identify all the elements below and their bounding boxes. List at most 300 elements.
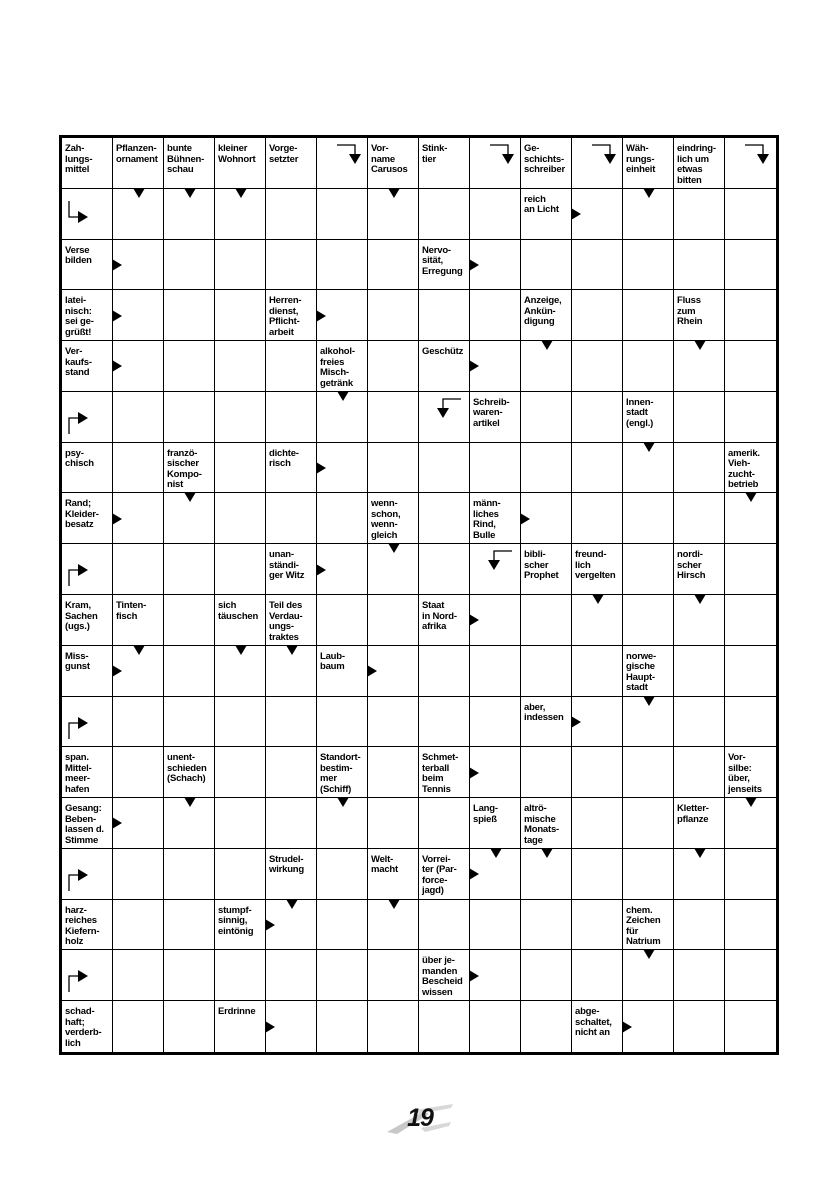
clue-cell	[521, 138, 572, 189]
answer-cell[interactable]	[674, 697, 725, 748]
answer-cell[interactable]	[572, 392, 623, 443]
answer-cell[interactable]	[419, 697, 470, 748]
answer-cell[interactable]	[674, 240, 725, 291]
clue-cell	[62, 798, 113, 849]
arrow-down-right-icon	[65, 199, 95, 229]
clue-cell	[62, 900, 113, 951]
clue-text: amerik. Vieh- zucht- betrieb	[728, 447, 760, 491]
clue-text: Standort- bestim- mer (Schiff)	[320, 752, 361, 795]
clue-text: Kram, Sachen (ugs.)	[65, 600, 98, 632]
clue-text: über je- manden Bescheid wissen	[422, 955, 463, 998]
arrow-right-icon	[112, 665, 122, 677]
arrow-down-icon	[745, 797, 757, 807]
clue-text: Schreib- waren- artikel	[473, 396, 510, 429]
answer-cell[interactable]	[572, 493, 623, 544]
clue-cell	[419, 747, 470, 798]
clue-text: bibli- scher Prophet	[524, 549, 559, 582]
arrow-up-right-icon	[65, 863, 95, 893]
answer-cell[interactable]	[215, 697, 266, 748]
clue-cell	[419, 240, 470, 291]
answer-cell[interactable]	[164, 1001, 215, 1052]
clue-text: Lang- spieß	[473, 803, 498, 825]
answer-cell[interactable]	[266, 493, 317, 544]
arrow-down-icon	[235, 645, 247, 655]
clue-cell	[419, 950, 470, 1001]
clue-text: schad- haft; verderb- lich	[65, 1006, 102, 1049]
answer-cell[interactable]	[623, 798, 674, 849]
answer-cell[interactable]	[368, 240, 419, 291]
answer-cell[interactable]	[572, 341, 623, 392]
clue-text: Ver- kaufs- stand	[65, 346, 92, 379]
clue-text: harz- reiches Kiefern- holz	[65, 904, 100, 948]
clue-text: Teil des Verdau- ungs- traktes	[269, 600, 303, 643]
answer-cell[interactable]	[419, 544, 470, 595]
answer-cell[interactable]	[521, 950, 572, 1001]
answer-cell[interactable]	[164, 341, 215, 392]
answer-cell[interactable]	[674, 747, 725, 798]
clue-text: freund- lich vergelten	[575, 549, 616, 582]
arrow-down-icon	[592, 594, 604, 604]
answer-cell[interactable]	[215, 392, 266, 443]
clue-text: norwe- gische Haupt- stadt	[626, 650, 656, 694]
clue-cell	[215, 595, 266, 646]
answer-cell[interactable]	[674, 900, 725, 951]
clue-cell	[521, 798, 572, 849]
clue-text: Herren- dienst, Pflicht- arbeit	[269, 295, 302, 338]
answer-cell[interactable]	[674, 443, 725, 494]
answer-cell[interactable]	[317, 697, 368, 748]
answer-cell[interactable]	[419, 1001, 470, 1052]
answer-cell[interactable]	[317, 950, 368, 1001]
clue-cell	[419, 849, 470, 900]
crossword-grid	[59, 135, 779, 1055]
clue-cell	[62, 138, 113, 189]
answer-cell[interactable]	[623, 849, 674, 900]
clue-text: eindring- lich um etwas bitten	[677, 143, 716, 186]
clue-text: Zah- lungs- mittel	[65, 143, 93, 175]
answer-cell[interactable]	[368, 798, 419, 849]
answer-cell[interactable]	[572, 950, 623, 1001]
answer-cell[interactable]	[674, 646, 725, 697]
arrow-left-down-icon	[484, 547, 514, 577]
arrow-cell	[62, 849, 113, 900]
clue-cell	[317, 341, 368, 392]
answer-cell[interactable]	[470, 697, 521, 748]
answer-cell[interactable]	[419, 900, 470, 951]
arrow-down-icon	[184, 188, 196, 198]
answer-cell[interactable]	[572, 443, 623, 494]
arrow-right-icon	[571, 208, 581, 220]
answer-cell[interactable]	[572, 747, 623, 798]
answer-cell[interactable]	[164, 697, 215, 748]
answer-cell[interactable]	[317, 1001, 368, 1052]
answer-cell[interactable]	[572, 646, 623, 697]
answer-cell[interactable]	[725, 392, 776, 443]
clue-cell	[419, 595, 470, 646]
clue-cell	[266, 595, 317, 646]
answer-cell[interactable]	[725, 341, 776, 392]
arrow-right-icon	[316, 310, 326, 322]
answer-cell[interactable]	[113, 392, 164, 443]
answer-cell[interactable]	[674, 392, 725, 443]
answer-cell[interactable]	[113, 950, 164, 1001]
arrow-right-down-icon	[335, 141, 365, 171]
answer-cell[interactable]	[215, 341, 266, 392]
answer-cell[interactable]	[164, 290, 215, 341]
clue-text: span. Mittel- meer- hafen	[65, 752, 92, 795]
answer-cell[interactable]	[521, 443, 572, 494]
arrow-right-down-icon	[743, 141, 773, 171]
answer-cell[interactable]	[623, 544, 674, 595]
arrow-down-icon	[694, 848, 706, 858]
clue-cell	[164, 443, 215, 494]
arrow-down-icon	[541, 340, 553, 350]
arrow-up-right-icon	[65, 964, 95, 994]
clue-text: Miss- gunst	[65, 650, 90, 673]
clue-text: Rand; Kleider- besatz	[65, 498, 99, 531]
clue-cell	[725, 747, 776, 798]
answer-cell[interactable]	[521, 1001, 572, 1052]
clue-cell	[266, 849, 317, 900]
clue-text: dichte- risch	[269, 447, 299, 470]
clue-text: altrö- mische Monats- tage	[524, 803, 560, 846]
arrow-cell	[62, 189, 113, 240]
clue-text: wenn- schon, wenn- gleich	[371, 498, 401, 541]
answer-cell[interactable]	[623, 341, 674, 392]
clue-cell	[266, 544, 317, 595]
arrow-right-icon	[622, 1021, 632, 1033]
answer-cell[interactable]	[164, 849, 215, 900]
clue-cell	[317, 747, 368, 798]
answer-cell[interactable]	[419, 290, 470, 341]
answer-cell[interactable]	[572, 798, 623, 849]
arrow-down-icon	[388, 899, 400, 909]
answer-cell[interactable]	[725, 544, 776, 595]
clue-cell	[164, 138, 215, 189]
clue-cell	[674, 138, 725, 189]
answer-cell[interactable]	[623, 290, 674, 341]
answer-cell[interactable]	[113, 697, 164, 748]
clue-cell	[62, 747, 113, 798]
answer-cell[interactable]	[215, 443, 266, 494]
arrow-right-icon	[469, 614, 479, 626]
clue-cell	[62, 1001, 113, 1052]
clue-text: Ge- schichts- schreiber	[524, 143, 565, 175]
answer-cell[interactable]	[521, 900, 572, 951]
arrow-up-right-icon	[65, 558, 95, 588]
clue-text: abge- schaltet, nicht an	[575, 1006, 612, 1039]
arrow-down-icon	[133, 188, 145, 198]
clue-cell	[725, 443, 776, 494]
answer-cell[interactable]	[266, 950, 317, 1001]
answer-cell[interactable]	[572, 900, 623, 951]
answer-cell[interactable]	[113, 747, 164, 798]
answer-cell[interactable]	[113, 849, 164, 900]
answer-cell[interactable]	[521, 646, 572, 697]
answer-cell[interactable]	[674, 950, 725, 1001]
answer-cell[interactable]	[215, 493, 266, 544]
answer-cell[interactable]	[572, 290, 623, 341]
clue-cell	[215, 900, 266, 951]
clue-cell	[470, 392, 521, 443]
answer-cell[interactable]	[674, 1001, 725, 1052]
answer-cell[interactable]	[623, 595, 674, 646]
clue-cell	[623, 646, 674, 697]
clue-text: reich an Licht	[524, 193, 559, 216]
clue-text: kleiner Wohnort	[218, 143, 256, 165]
answer-cell[interactable]	[725, 595, 776, 646]
answer-cell[interactable]	[674, 493, 725, 544]
arrow-right-icon	[112, 310, 122, 322]
clue-text: Erdrinne	[218, 1006, 256, 1018]
clue-text: Innen- stadt (engl.)	[626, 396, 654, 429]
answer-cell[interactable]	[572, 849, 623, 900]
arrow-down-icon	[235, 188, 247, 198]
answer-cell[interactable]	[470, 646, 521, 697]
answer-cell[interactable]	[266, 697, 317, 748]
clue-cell	[368, 849, 419, 900]
answer-cell[interactable]	[317, 493, 368, 544]
answer-cell[interactable]	[113, 900, 164, 951]
arrow-up-right-icon	[65, 406, 95, 436]
clue-cell	[62, 595, 113, 646]
clue-text: Strudel- wirkung	[269, 853, 305, 876]
clue-text: unan- ständi- ger Witz	[269, 549, 305, 582]
answer-cell[interactable]	[164, 646, 215, 697]
clue-cell	[62, 493, 113, 544]
arrow-up-right-icon	[65, 711, 95, 741]
clue-text: franzö- sischer Kompo- nist	[167, 447, 202, 491]
clue-cell	[674, 290, 725, 341]
clue-cell	[62, 290, 113, 341]
answer-cell[interactable]	[266, 341, 317, 392]
arrow-right-icon	[469, 767, 479, 779]
answer-cell[interactable]	[725, 697, 776, 748]
answer-cell[interactable]	[215, 950, 266, 1001]
arrow-down-icon	[286, 899, 298, 909]
answer-cell[interactable]	[164, 544, 215, 595]
arrow-right-icon	[469, 970, 479, 982]
clue-text: männ- liches Rind, Bulle	[473, 498, 501, 541]
answer-cell[interactable]	[368, 1001, 419, 1052]
answer-cell[interactable]	[164, 950, 215, 1001]
clue-text: Geschütz	[422, 346, 464, 358]
clue-text: chem. Zeichen für Natrium	[626, 904, 661, 948]
answer-cell[interactable]	[368, 747, 419, 798]
clue-cell	[215, 1001, 266, 1052]
clue-text: Verse bilden	[65, 244, 92, 267]
clue-cell	[419, 138, 470, 189]
arrow-cell	[470, 138, 521, 189]
clue-text: stumpf- sinnig, eintönig	[218, 904, 254, 937]
answer-cell[interactable]	[674, 189, 725, 240]
answer-cell[interactable]	[521, 392, 572, 443]
arrow-left-down-icon	[433, 395, 463, 425]
answer-cell[interactable]	[470, 443, 521, 494]
answer-cell[interactable]	[521, 747, 572, 798]
answer-cell[interactable]	[113, 544, 164, 595]
answer-cell[interactable]	[266, 798, 317, 849]
clue-text: Gesang: Beben- lassen d. Stimme	[65, 803, 104, 846]
clue-cell	[215, 138, 266, 189]
answer-cell[interactable]	[317, 900, 368, 951]
clue-cell	[113, 138, 164, 189]
answer-cell[interactable]	[368, 697, 419, 748]
arrow-down-icon	[643, 696, 655, 706]
arrow-right-icon	[469, 360, 479, 372]
clue-cell	[368, 493, 419, 544]
arrow-right-icon	[112, 817, 122, 829]
clue-text: Laub- baum	[320, 650, 345, 673]
answer-cell[interactable]	[419, 798, 470, 849]
clue-text: aber, indessen	[524, 701, 564, 724]
answer-cell[interactable]	[725, 189, 776, 240]
answer-cell[interactable]	[725, 646, 776, 697]
clue-text: Schmet- terball beim Tennis	[422, 752, 459, 795]
answer-cell[interactable]	[368, 392, 419, 443]
answer-cell[interactable]	[368, 950, 419, 1001]
answer-cell[interactable]	[623, 747, 674, 798]
answer-cell[interactable]	[521, 595, 572, 646]
answer-cell[interactable]	[572, 240, 623, 291]
answer-cell[interactable]	[623, 493, 674, 544]
answer-cell[interactable]	[419, 493, 470, 544]
arrow-down-icon	[184, 797, 196, 807]
arrow-down-icon	[184, 492, 196, 502]
clue-text: nordi- scher Hirsch	[677, 549, 706, 582]
clue-text: Vor- silbe: über, jenseits	[728, 752, 762, 795]
answer-cell[interactable]	[266, 747, 317, 798]
arrow-cell	[62, 392, 113, 443]
arrow-down-icon	[643, 188, 655, 198]
clue-text: Fluss zum Rhein	[677, 295, 703, 328]
arrow-cell	[62, 697, 113, 748]
answer-cell[interactable]	[113, 443, 164, 494]
answer-cell[interactable]	[266, 392, 317, 443]
answer-cell[interactable]	[470, 900, 521, 951]
answer-cell[interactable]	[419, 189, 470, 240]
arrow-right-down-icon	[590, 141, 620, 171]
arrow-right-icon	[469, 868, 479, 880]
answer-cell[interactable]	[725, 950, 776, 1001]
arrow-cell	[317, 138, 368, 189]
clue-cell	[470, 798, 521, 849]
clue-cell	[266, 443, 317, 494]
answer-cell[interactable]	[215, 544, 266, 595]
answer-cell[interactable]	[725, 290, 776, 341]
answer-cell[interactable]	[419, 443, 470, 494]
clue-text: Vorrei- ter (Par- force- jagd)	[422, 853, 457, 897]
answer-cell[interactable]	[725, 240, 776, 291]
clue-text: Wäh- rungs- einheit	[626, 143, 656, 175]
answer-cell[interactable]	[623, 240, 674, 291]
arrow-cell	[725, 138, 776, 189]
clue-cell	[623, 900, 674, 951]
answer-cell[interactable]	[317, 595, 368, 646]
answer-cell[interactable]	[419, 646, 470, 697]
clue-cell	[623, 392, 674, 443]
clue-cell	[521, 697, 572, 748]
answer-cell[interactable]	[164, 240, 215, 291]
clue-cell	[623, 138, 674, 189]
answer-cell[interactable]	[215, 747, 266, 798]
answer-cell[interactable]	[215, 290, 266, 341]
answer-cell[interactable]	[266, 240, 317, 291]
arrow-down-icon	[286, 645, 298, 655]
clue-text: Welt- macht	[371, 853, 398, 876]
answer-cell[interactable]	[725, 900, 776, 951]
arrow-down-icon	[133, 645, 145, 655]
answer-cell[interactable]	[317, 189, 368, 240]
arrow-right-down-icon	[488, 141, 518, 171]
answer-cell[interactable]	[470, 189, 521, 240]
clue-text: Kletter- pflanze	[677, 803, 709, 825]
arrow-down-icon	[694, 340, 706, 350]
clue-text: Vorge- setzter	[269, 143, 299, 165]
answer-cell[interactable]	[215, 798, 266, 849]
clue-cell	[164, 747, 215, 798]
answer-cell[interactable]	[521, 240, 572, 291]
arrow-right-icon	[265, 919, 275, 931]
clue-text: bunte Bühnen- schau	[167, 143, 205, 175]
clue-cell	[266, 290, 317, 341]
answer-cell[interactable]	[113, 1001, 164, 1052]
clue-text: unent- schieden (Schach)	[167, 752, 207, 785]
arrow-down-icon	[745, 492, 757, 502]
answer-cell[interactable]	[725, 849, 776, 900]
clue-cell	[572, 544, 623, 595]
arrow-cell	[62, 544, 113, 595]
clue-text: alkohol- freies Misch- getränk	[320, 346, 355, 389]
answer-cell[interactable]	[368, 443, 419, 494]
page-number	[385, 1102, 455, 1138]
answer-cell[interactable]	[470, 1001, 521, 1052]
answer-cell[interactable]	[368, 290, 419, 341]
clue-cell	[674, 798, 725, 849]
arrow-right-icon	[367, 665, 377, 677]
clue-cell	[62, 646, 113, 697]
answer-cell[interactable]	[368, 341, 419, 392]
answer-cell[interactable]	[317, 240, 368, 291]
arrow-right-icon	[112, 259, 122, 271]
arrow-cell	[419, 392, 470, 443]
clue-text: Stink- tier	[422, 143, 448, 165]
clue-text: Pflanzen- ornament	[116, 143, 158, 165]
clue-cell	[317, 646, 368, 697]
clue-cell	[62, 341, 113, 392]
arrow-cell	[470, 544, 521, 595]
clue-text: Nervo- sität, Erregung	[422, 244, 463, 277]
clue-text: Anzeige, Ankün- digung	[524, 295, 562, 328]
answer-cell[interactable]	[368, 595, 419, 646]
answer-cell[interactable]	[164, 595, 215, 646]
arrow-down-icon	[694, 594, 706, 604]
arrow-down-icon	[388, 188, 400, 198]
answer-cell[interactable]	[164, 392, 215, 443]
answer-cell[interactable]	[164, 900, 215, 951]
answer-cell[interactable]	[470, 290, 521, 341]
arrow-right-icon	[316, 564, 326, 576]
arrow-down-icon	[643, 949, 655, 959]
clue-text: Vor- name Carusos	[371, 143, 408, 175]
answer-cell[interactable]	[215, 849, 266, 900]
clue-text: sich täuschen	[218, 600, 259, 622]
answer-cell[interactable]	[317, 849, 368, 900]
page-number-text: 19	[407, 1104, 433, 1132]
answer-cell[interactable]	[266, 189, 317, 240]
answer-cell[interactable]	[725, 1001, 776, 1052]
answer-cell[interactable]	[215, 240, 266, 291]
